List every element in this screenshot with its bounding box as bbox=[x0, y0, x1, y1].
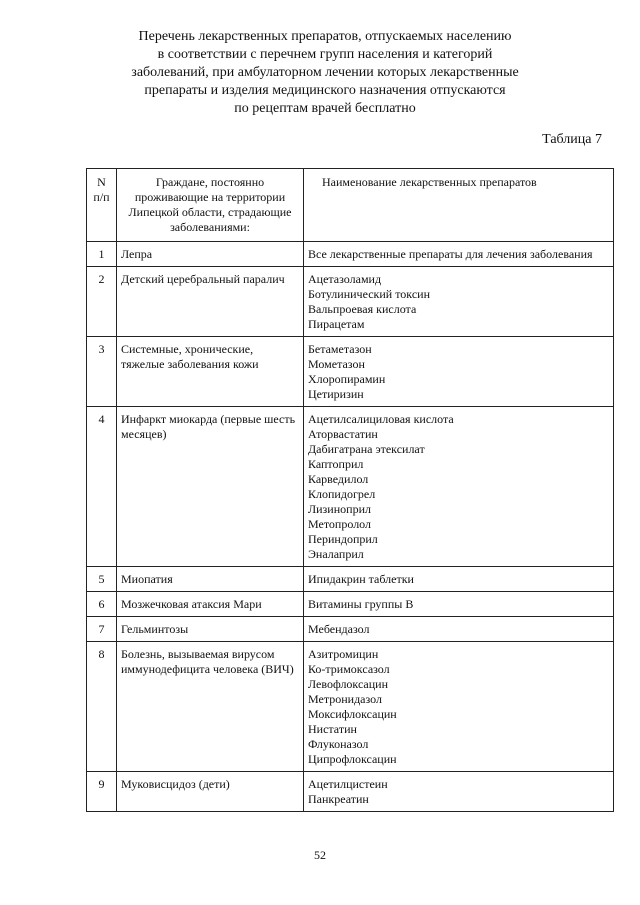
drug-name: Метронидазол bbox=[308, 692, 383, 706]
drugs-cell bbox=[304, 567, 614, 592]
disease-cell: Миопатия bbox=[117, 567, 304, 592]
drugs-cell bbox=[304, 772, 614, 812]
table-row bbox=[87, 772, 614, 812]
drug-name: Моксифлоксацин bbox=[308, 707, 397, 721]
drug-name: Ципрофлоксацин bbox=[308, 752, 397, 766]
row-number: 4 bbox=[87, 407, 117, 567]
header-drugs: Наименование лекарственных препаратов bbox=[304, 169, 614, 242]
drug-name: Азитромицин bbox=[308, 647, 379, 661]
drug-name: Витамины группы B bbox=[308, 597, 414, 611]
row-number: 8 bbox=[87, 642, 117, 772]
drug-name: Периндоприл bbox=[308, 532, 378, 546]
drug-name: Метопролол bbox=[308, 517, 372, 531]
row-number: 9 bbox=[87, 772, 117, 812]
table-label: Таблица 7 bbox=[542, 132, 602, 147]
document-title bbox=[95, 28, 555, 118]
drug-name: Ипидакрин таблетки bbox=[308, 572, 414, 586]
drugs-cell bbox=[304, 242, 614, 267]
disease-cell: Детский церебральный паралич bbox=[117, 267, 304, 337]
drug-name: Бетаметазон bbox=[308, 342, 372, 356]
table-row bbox=[87, 407, 614, 567]
drug-name: Лизиноприл bbox=[308, 502, 371, 516]
title-line: Перечень лекарственных препаратов, отпускаемых населению bbox=[138, 29, 512, 44]
table-row bbox=[87, 567, 614, 592]
header-citizens: Граждане, постоянно проживающие на территории Липецкой области, страдающие заболеваниями: bbox=[117, 169, 304, 242]
disease-cell: Системные, хронические, тяжелые заболевания кожи bbox=[117, 337, 304, 407]
title-line: в соответствии с перечнем групп населения и категорий bbox=[157, 47, 493, 62]
row-number: 7 bbox=[87, 617, 117, 642]
drugs-cell bbox=[304, 337, 614, 407]
table-body bbox=[87, 242, 614, 812]
disease-cell: Мозжечковая атаксия Мари bbox=[117, 592, 304, 617]
title-line: препараты и изделия медицинского назначения отпускаются bbox=[144, 83, 506, 98]
title-line: заболеваний, при амбулаторном лечении которых лекарственные bbox=[131, 65, 519, 80]
table-row bbox=[87, 592, 614, 617]
row-number: 1 bbox=[87, 242, 117, 267]
drugs-cell bbox=[304, 407, 614, 567]
drug-name: Вальпроевая кислота bbox=[308, 302, 417, 316]
table-row bbox=[87, 337, 614, 407]
drug-name: Ацетазоламид bbox=[308, 272, 382, 286]
row-number: 6 bbox=[87, 592, 117, 617]
header-num: N п/п bbox=[87, 169, 117, 242]
drug-name: Аторвастатин bbox=[308, 427, 378, 441]
drug-name: Каптоприл bbox=[308, 457, 364, 471]
drug-name: Мометазон bbox=[308, 357, 365, 371]
drug-name: Дабигатрана этексилат bbox=[308, 442, 425, 456]
drug-name: Ацетилцистеин bbox=[308, 777, 388, 791]
disease-cell: Лепра bbox=[117, 242, 304, 267]
drug-name: Эналаприл bbox=[308, 547, 364, 561]
drug-name: Пирацетам bbox=[308, 317, 365, 331]
drugs-cell bbox=[304, 642, 614, 772]
drug-name: Ко-тримоксазол bbox=[308, 662, 390, 676]
table-header-row bbox=[87, 169, 614, 242]
drug-table bbox=[86, 168, 614, 812]
table-row bbox=[87, 242, 614, 267]
drugs-cell bbox=[304, 617, 614, 642]
drugs-cell bbox=[304, 267, 614, 337]
drug-name: Карведилол bbox=[308, 472, 369, 486]
drug-name: Клопидогрел bbox=[308, 487, 376, 501]
drug-name: Ботулинический токсин bbox=[308, 287, 430, 301]
table-row bbox=[87, 267, 614, 337]
drug-name: Ацетилсалициловая кислота bbox=[308, 412, 454, 426]
disease-cell: Гельминтозы bbox=[117, 617, 304, 642]
table-row bbox=[87, 642, 614, 772]
disease-cell: Болезнь, вызываемая вирусом иммунодефицита человека (ВИЧ) bbox=[117, 642, 304, 772]
row-number: 5 bbox=[87, 567, 117, 592]
drug-name: Хлоропирамин bbox=[308, 372, 386, 386]
drug-name: Левофлоксацин bbox=[308, 677, 389, 691]
title-line: по рецептам врачей бесплатно bbox=[234, 101, 416, 116]
drug-name: Флуконазол bbox=[308, 737, 369, 751]
drug-name: Панкреатин bbox=[308, 792, 369, 806]
drugs-cell bbox=[304, 592, 614, 617]
disease-cell: Инфаркт миокарда (первые шесть месяцев) bbox=[117, 407, 304, 567]
drug-name: Мебендазол bbox=[308, 622, 370, 636]
drug-name: Цетиризин bbox=[308, 387, 364, 401]
drug-name: Все лекарственные препараты для лечения заболевания bbox=[308, 247, 593, 261]
row-number: 3 bbox=[87, 337, 117, 407]
page-number: 52 bbox=[314, 848, 326, 862]
drug-name: Нистатин bbox=[308, 722, 357, 736]
table-row bbox=[87, 617, 614, 642]
row-number: 2 bbox=[87, 267, 117, 337]
disease-cell: Муковисцидоз (дети) bbox=[117, 772, 304, 812]
